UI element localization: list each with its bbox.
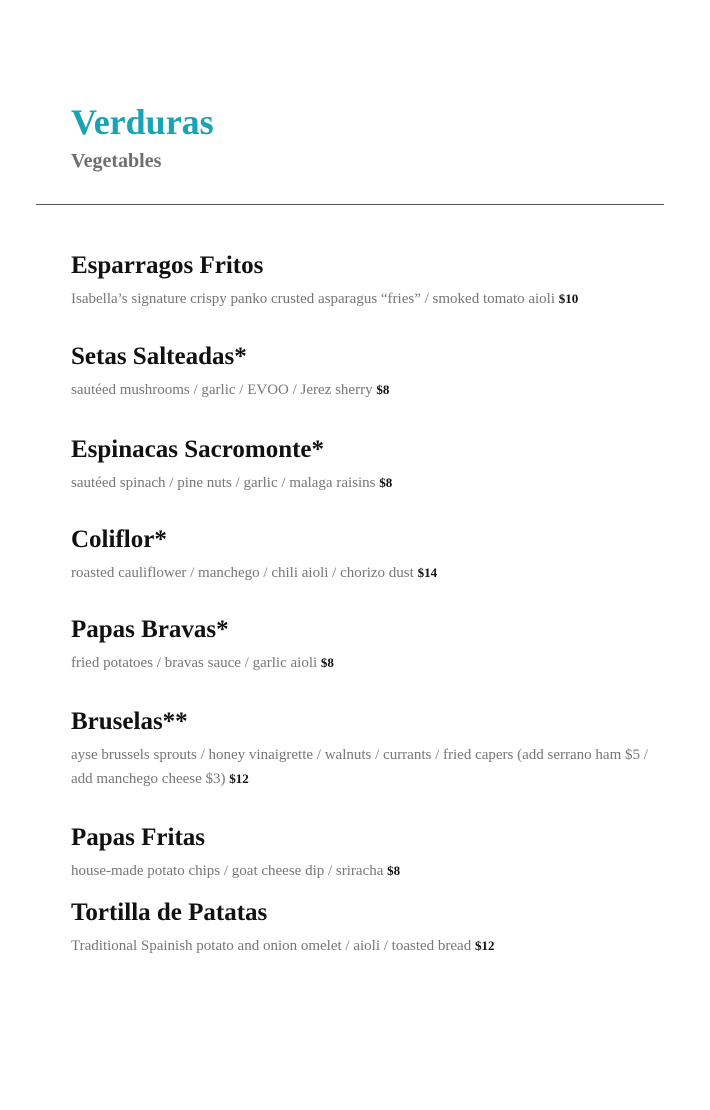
menu-item-desc-text: roasted cauliflower / manchego / chili aioli / chorizo dust	[71, 565, 414, 581]
section-subtitle: Vegetables	[71, 150, 162, 172]
menu-item-desc-text: ayse brussels sprouts / honey vinaigrette / walnuts / currants / fried capers (add serrano ham $5 / add manchego cheese $3)	[71, 747, 648, 787]
menu-item-name: Espinacas Sacromonte*	[71, 436, 325, 463]
section-header	[71, 100, 214, 174]
menu-item-bruselas	[71, 707, 656, 791]
menu-item-esparragos-fritos	[71, 251, 656, 311]
menu-item-name: Tortilla de Patatas	[71, 899, 268, 926]
menu-item-description	[71, 378, 656, 402]
menu-item-name: Papas Bravas*	[71, 616, 229, 643]
menu-item-papas-fritas	[71, 823, 656, 883]
menu-item-price: $8	[387, 863, 401, 878]
menu-item-description	[71, 934, 656, 958]
menu-item-name: Bruselas**	[71, 708, 188, 735]
menu-item-price: $8	[379, 475, 393, 490]
menu-item-description	[71, 287, 656, 311]
menu-item-description	[71, 859, 656, 883]
menu-item-price: $14	[417, 565, 438, 580]
menu-item-desc-text: fried potatoes / bravas sauce / garlic aioli	[71, 655, 318, 671]
menu-item-price: $12	[474, 938, 495, 953]
menu-item-description	[71, 561, 656, 585]
menu-item-tortilla-de-patatas	[71, 898, 656, 958]
menu-item-name: Coliflor*	[71, 526, 167, 553]
menu-item-price: $12	[229, 771, 249, 786]
menu-item-papas-bravas	[71, 615, 656, 675]
menu-item-price: $8	[376, 382, 390, 397]
section-title: Verduras	[71, 102, 214, 142]
menu-item-name: Esparragos Fritos	[71, 252, 264, 279]
menu-item-description	[71, 651, 656, 675]
menu-item-desc-text: sautéed spinach / pine nuts / garlic / malaga raisins	[71, 475, 376, 491]
menu-item-description	[71, 743, 656, 791]
menu-item-setas-salteadas	[71, 342, 656, 402]
menu-item-desc-text: house-made potato chips / goat cheese dip / sriracha	[71, 863, 384, 879]
menu-item-price: $10	[558, 291, 579, 306]
menu-item-price: $8	[320, 655, 334, 670]
menu-item-coliflor	[71, 525, 656, 585]
menu-item-desc-text: Traditional Spainish potato and onion omelet / aioli / toasted bread	[71, 938, 472, 954]
menu-item-name: Papas Fritas	[71, 824, 206, 851]
menu-item-espinacas-sacromonte	[71, 435, 656, 495]
menu-item-name: Setas Salteadas*	[71, 343, 247, 370]
section-divider	[36, 204, 664, 205]
menu-item-desc-text: Isabella’s signature crispy panko crusted asparagus “fries” / smoked tomato aioli	[71, 291, 556, 307]
menu-item-desc-text: sautéed mushrooms / garlic / EVOO / Jerez sherry	[71, 382, 373, 398]
menu-item-description	[71, 471, 656, 495]
